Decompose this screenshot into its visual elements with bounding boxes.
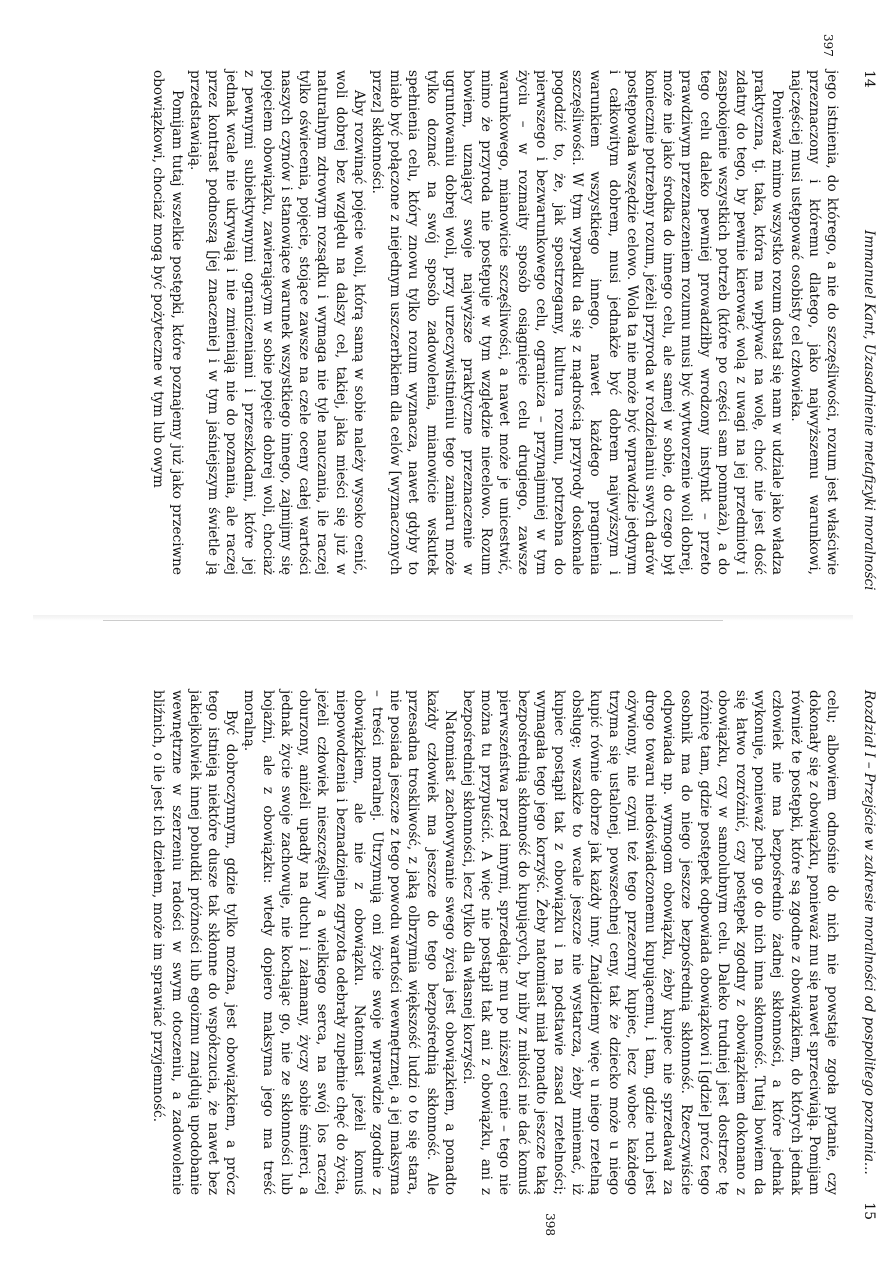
paragraph: Ponieważ mimo wszystko rozum dostał się nam w udziale jako władza praktyczna, tj. taka, która ma wpływać na wolę, choć nie jest dość zdatny do tego, by pewnie kierować wolą z uwagi na jej przedmioty i zaspokojenie wszystkich potrzeb (które po części sam pomnaża), a do tego celu daleko pewniej prowadziłby wrodzony instynkt – przeto prawdziwym przeznaczeniem rozumu musi być wytworzenie woli dobrej, może nie jako środka do innego celu, ale samej w sobie, do czego był koniecznie potrzebny rozum, jeżeli przyroda w rozdzielaniu swych darów postępowała wszędzie celowo. Wola ta nie może być wprawdzie jedynym i całkowitym dobrem, musi jednakże być dobrem najwyższym i warunkiem wszystkiego innego, nawet każdego pragnienia szczęśliwości. W tym wypadku da się z mądrością przyrody doskonale pogodzić to, że, jak spostrzegamy, kultura rozumu, potrzebna do pierwszego i bezwarunkowego celu, ogranicza – przynajmniej w tym życiu – w rozmaity sposób osiągnięcie celu drugiego, zawsze warunkowego, mianowicie szczęśliwości, a nawet może je unicestwić, mimo że przyroda nie postępuje w tym względzie niecelowo. Rozum bowiem, uznający swoje najwyższe praktyczne przeznaczenie w ugruntowaniu dobrej woli, przy urzeczywistnieniu tego zamiaru może tylko doznać na swój sposób zadowolenia, mianowicie wskutek spełnienia celu, który znowu tylko rozum wyznacza, nawet gdyby to miało być połączone z niejednym uszczerbkiem dla celów [wyznaczonych przez] skłonności. (368, 70, 786, 575)
left-page-number: 14 (861, 70, 877, 88)
right-page (0, 650, 893, 1240)
right-body-text (149, 690, 841, 1195)
paragraph: Pomijam tutaj wszelkie postępki, które poznajemy już jako przeciwne obowiązkowi, chociaż mogą być pożyteczne w tym lub owym (150, 70, 185, 575)
left-running-head (859, 20, 879, 610)
left-margin-number: 397 (821, 34, 835, 57)
left-page (0, 20, 893, 610)
right-page-number: 15 (861, 1202, 877, 1220)
right-margin-number: 398 (543, 1213, 557, 1236)
paragraph: Być dobroczynnym, gdzie tylko można, jest obowiązkiem, a prócz tego istnieją niektóre dusze tak skłonne do współczucia, że nawet bez jakiejkolwiek innej pobudki próżności lub egoizmu znajdują upodobanie wewnętrzne w szerzeniu radości w swym otoczeniu, a zadowolenie bliźnich, o ile jest ich dziełem, może im sprawiać przyjemność. (150, 690, 240, 1195)
paragraph: Aby rozwinąć pojęcie woli, którą samą w sobie należy wysoko cenić, woli dobrej bez względu na dalszy cel, takiej, jaka mieści się już w naturalnym zdrowym rozsądku i wymaga nie tyle nauczania, ile raczej tylko oświecenia, pojęcie, stojące zawsze na czele oceny całej wartości naszych czynów i stanowiące warunek wszystkiego innego, zajmijmy się pojęciem obowiązku, zawierającym w sobie pojęcie dobrej woli, chociaż z pewnymi subiektywnymi ograniczeniami i przeszkodami, które jej jednak wcale nie ukrywają i nie zmieniają nie do poznania, ale raczej przez kontrast podnoszą [jej znaczenie] i w tym jaśniejszym świetle ją przedstawiają. (186, 70, 367, 575)
left-running-title: Immanuel Kant, Uzasadnienie metafizyki moralności (861, 230, 877, 591)
paragraph: jego istnienia, do którego, a nie do szczęśliwości, rozum jest właściwie przeznaczony i któremu dlatego, jako najwyższemu warunkowi, najczęściej musi ustępować osobisty cel człowieka. (787, 70, 840, 575)
paragraph: celu; albowiem odnośnie do nich nie powstaje zgoła pytanie, czy dokonały się z obowiązku, ponieważ mu się nawet sprzeciwiają. Pomijam również te postępki, które są zgodne z obowiązkiem, do których jednak człowiek nie ma bezpośrednio żadnej skłonności, a które jednak wykonuje, ponieważ pcha go do nich inna skłonność. Tutaj bowiem da się łatwo rozróżnić, czy postępek zgodny z obowiązkiem dokonano z obowiązku, czy w samolubnym celu. Daleko trudniej jest dostrzec tę różnicę tam, gdzie postępek odpowiada obowiązkowi i [gdzie] prócz tego osobnik ma do niego jeszcze bezpośrednią skłonność. Rzeczywiście odpowiada np. wymogom obowiązku, żeby kupiec nie sprzedawał za drogo towaru niedoświadczonemu kupującemu, i tam, gdzie ruch jest ożywiony, nie czyni też tego przezorny kupiec, lecz wobec każdego trzyma się ustalonej, powszechnej ceny, tak że dziecko może u niego kupić równie dobrze jak każdy inny. Znajdziemy więc u niego rzetelną obsługę; wszakże to wcale jeszcze nie wystarcza, żeby mniemać, iż kupiec postąpił tak z obowiązku i na podstawie zasad rzetelności; wymagała tego jego korzyść. Żeby natomiast miał ponadto jeszcze taką bezpośrednią skłonność do kupujących, by niby z miłości nie dać komuś pierwszeństwa przed innymi, sprzedając mu po niższej cenie – tego nie można tu przypuścić. A więc nie postąpił tak ani z obowiązku, ani z bezpośredniej skłonności, lecz tylko dla własnej korzyści. (459, 690, 840, 1195)
paragraph: Natomiast zachowywanie swego życia jest obowiązkiem, a ponadto każdy człowiek ma jeszcze do tego bezpośrednią skłonność. Ale przesadna troskliwość, z jaką olbrzymia większość ludzi o to się stara, nie posiada jeszcze z tego powodu wartości wewnętrznej, a jej maksyma – treści moralnej. Utrzymują oni życie swoje wprawdzie zgodnie z obowiązkiem, ale nie z obowiązku. Natomiast jeżeli komuś niepowodzenia i beznadziejna zgryzota odebrały zupełnie chęć do życia, jeżeli człowiek nieszczęśliwy a wielkiego serca, na swój los raczej oburzony, aniżeli upadły na duchu i załamany, życzy sobie śmierci, a jednak życie swoje zachowuje, nie kochając go, nie ze skłonności lub bojaźni, ale z obowiązku: wtedy dopiero maksyma jego ma treść moralną. (241, 690, 458, 1195)
left-body-text (149, 70, 841, 575)
right-running-title: Rozdział I – Przejście w zakresie moralności od pospolitego poznania... (861, 690, 877, 1175)
right-running-head (859, 650, 879, 1240)
gutter-line (103, 620, 723, 621)
